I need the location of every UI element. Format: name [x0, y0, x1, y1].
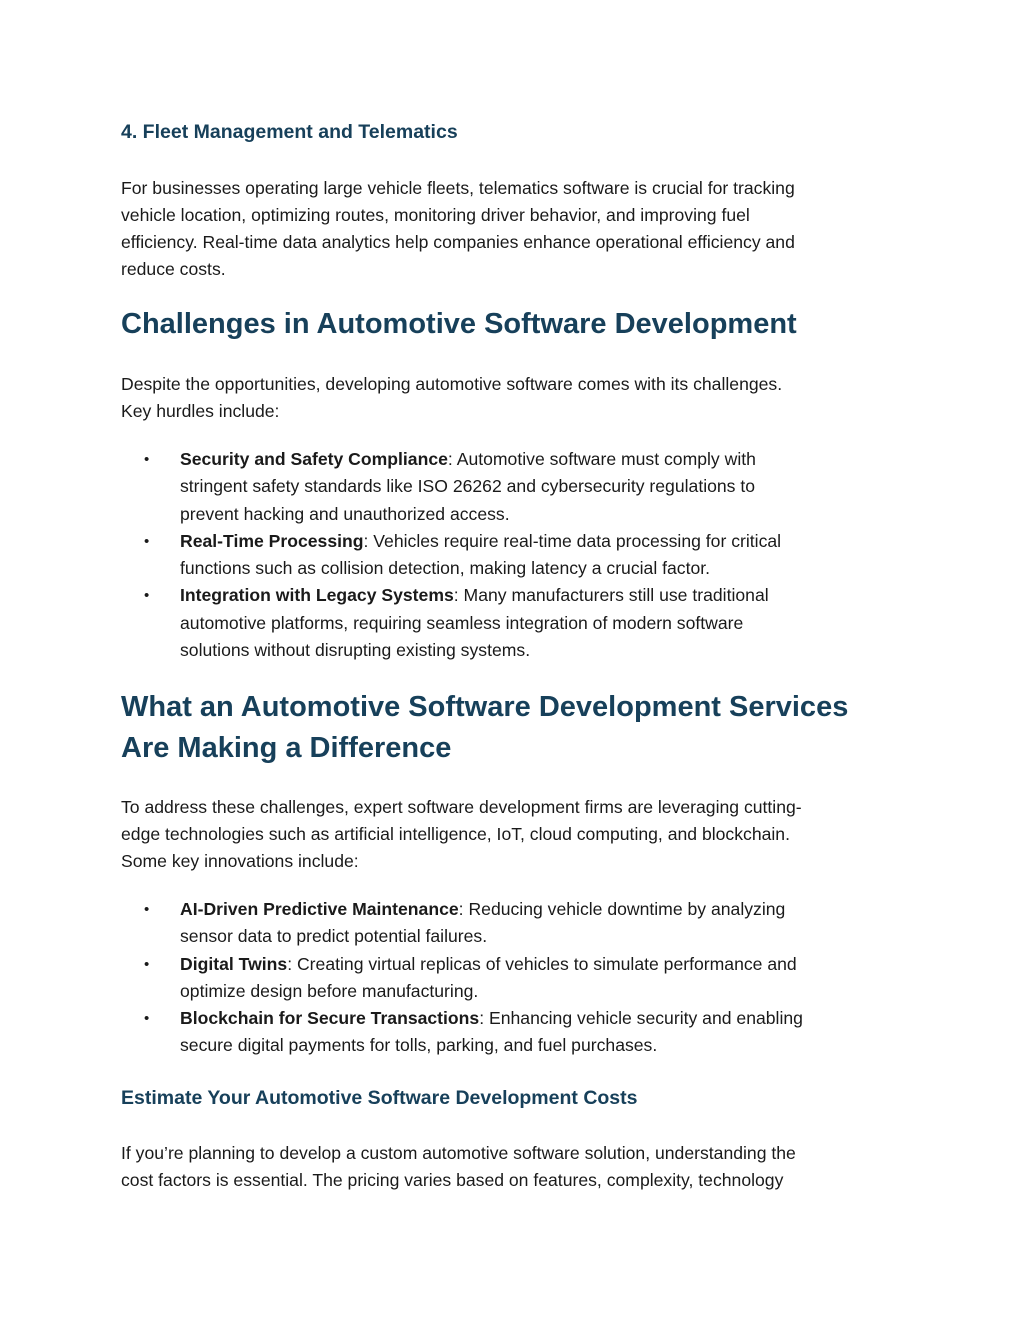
list-item — [121, 951, 911, 1006]
fleet-line: vehicle location, optimizing routes, monitoring driver behavior, and improving fuel — [121, 205, 750, 225]
challenges-heading: Challenges in Automotive Software Development — [121, 308, 797, 340]
list-item — [121, 896, 911, 951]
services-list — [121, 896, 911, 1060]
bullet-icon: • — [144, 451, 150, 468]
bullet-text: prevent hacking and unauthorized access. — [180, 503, 510, 524]
challenges-list — [121, 446, 911, 664]
bullet-text: : Many manufacturers still use traditional — [453, 585, 769, 606]
bullet-icon: • — [144, 1010, 150, 1028]
list-item — [121, 582, 911, 664]
bullet-text: secure digital payments for tolls, parking, and fuel purchases. — [180, 1035, 658, 1056]
fleet-paragraph — [121, 175, 911, 283]
challenges-intro-line: Key hurdles include: — [121, 401, 280, 421]
bullet-icon: • — [144, 955, 150, 973]
bullet-text: sensor data to predict potential failures. — [180, 926, 488, 947]
bullet-term: Digital Twins — [180, 953, 288, 974]
bullet-term: Real-Time Processing — [180, 530, 364, 551]
fleet-line: efficiency. Real-time data analytics help companies enhance operational efficiency and — [121, 232, 795, 252]
bullet-text: : Creating virtual replicas of vehicles to simulate performance and — [287, 953, 797, 974]
bullet-text: stringent safety standards like ISO 26262 and cybersecurity regulations to — [180, 476, 756, 497]
bullet-text: automotive platforms, requiring seamless integration of modern software — [180, 612, 744, 633]
bullet-text: : Automotive software must comply with — [447, 449, 756, 469]
list-item — [121, 446, 911, 528]
bullet-text: solutions without disrupting existing systems. — [180, 640, 531, 661]
challenges-intro-line: Despite the opportunities, developing automotive software comes with its challenges. — [121, 374, 783, 394]
services-heading-line: What an Automotive Software Development Services — [121, 691, 849, 723]
bullet-term: AI-Driven Predictive Maintenance — [180, 899, 459, 919]
bullet-icon: • — [144, 901, 150, 918]
estimate-heading: Estimate Your Automotive Software Development Costs — [121, 1087, 638, 1109]
services-intro-line: Some key innovations include: — [121, 851, 359, 871]
bullet-text: : Enhancing vehicle security and enabling — [479, 1008, 803, 1029]
bullet-term: Integration with Legacy Systems — [180, 585, 454, 606]
estimate-line: If you’re planning to develop a custom automotive software solution, understanding the — [121, 1143, 796, 1163]
list-item — [121, 528, 911, 583]
fleet-heading: 4. Fleet Management and Telematics — [121, 121, 458, 143]
bullet-text: : Vehicles require real-time data processing for critical — [363, 530, 782, 551]
list-item — [121, 1005, 911, 1060]
bullet-text: optimize design before manufacturing. — [180, 980, 479, 1001]
bullet-term: Security and Safety Compliance — [180, 449, 448, 469]
services-intro-line: edge technologies such as artificial intelligence, IoT, cloud computing, and blockchain. — [121, 824, 790, 844]
fleet-line: For businesses operating large vehicle fleets, telematics software is crucial for tracking — [121, 178, 795, 198]
estimate-line: cost factors is essential. The pricing varies based on features, complexity, technology — [121, 1170, 784, 1190]
services-heading-line: Are Making a Difference — [121, 732, 452, 764]
challenges-intro — [121, 371, 911, 425]
services-intro-line: To address these challenges, expert software development firms are leveraging cutting- — [121, 797, 802, 817]
bullet-text: functions such as collision detection, making latency a crucial factor. — [180, 558, 711, 579]
bullet-icon: • — [144, 587, 150, 605]
fleet-line: reduce costs. — [121, 259, 226, 279]
services-heading — [121, 687, 901, 769]
bullet-text: : Reducing vehicle downtime by analyzing — [458, 899, 786, 919]
estimate-paragraph — [121, 1140, 911, 1194]
services-intro — [121, 794, 911, 875]
bullet-icon: • — [144, 532, 150, 550]
bullet-term: Blockchain for Secure Transactions — [180, 1008, 480, 1029]
